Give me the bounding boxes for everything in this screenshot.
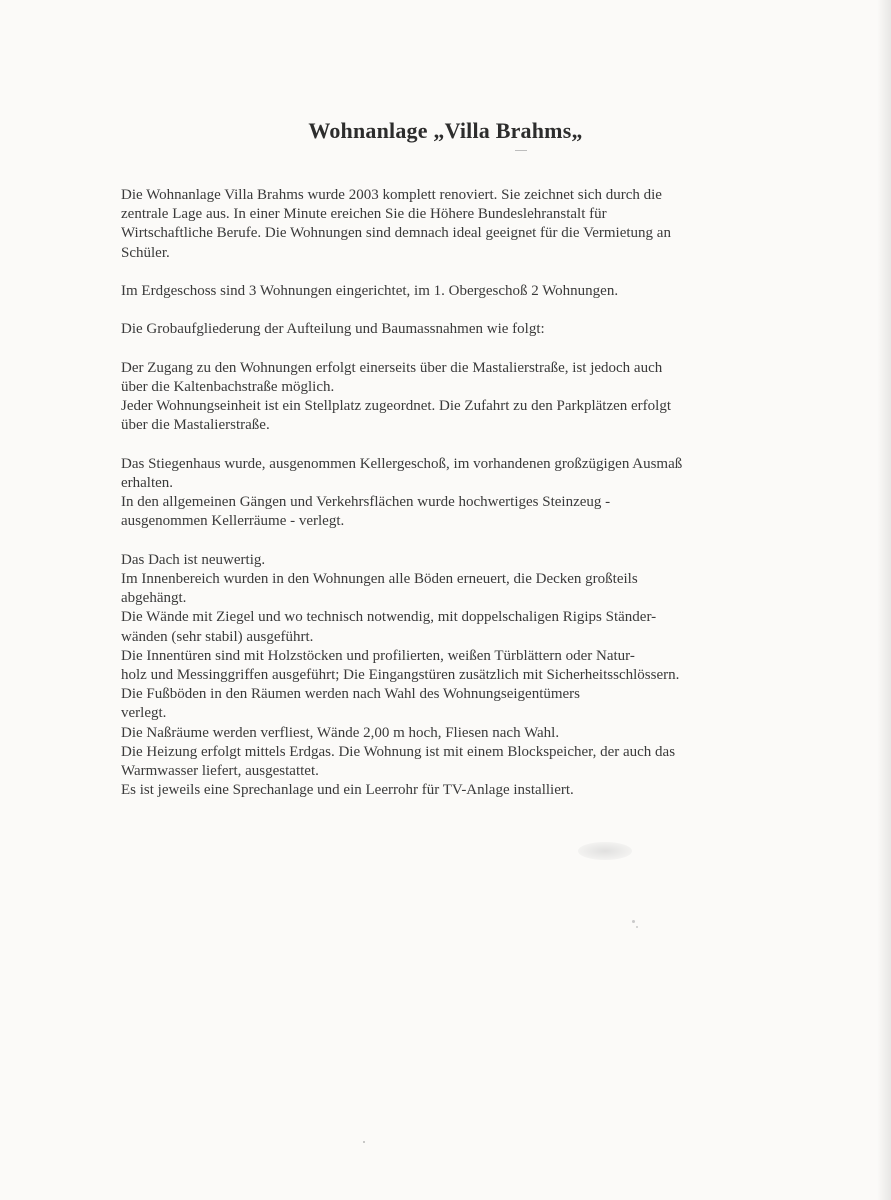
text-line: über die Kaltenbachstraße möglich. xyxy=(121,378,335,395)
text-line: holz und Messinggriffen ausgeführt; Die Eingangstüren zusätzlich mit Sicherheitsschlössern. xyxy=(121,667,680,683)
text-line: über die Mastalierstraße. xyxy=(121,417,270,434)
text-line: wänden (sehr stabil) ausgeführt. xyxy=(121,628,314,645)
paragraph-gap xyxy=(121,532,761,551)
text-line: Warmwasser liefert, ausgestattet. xyxy=(121,763,319,780)
text-line: zentrale Lage aus. In einer Minute ereichen Sie die Höhere Bundeslehranstalt für xyxy=(121,206,607,223)
text-line: Es ist jeweils eine Sprechanlage und ein Leerrohr für TV-Anlage installiert. xyxy=(121,782,574,799)
text-line: ausgenommen Kellerräume - verlegt. xyxy=(121,513,345,530)
text-line: Die Innentüren sind mit Holzstöcken und profilierten, weißen Türblättern oder Natur- xyxy=(121,647,635,664)
scan-speck xyxy=(636,926,638,928)
text-line: Das Dach ist neuwertig. xyxy=(121,551,266,568)
text-line: Die Wände mit Ziegel und wo technisch notwendig, mit doppelschaligen Rigips Ständer- xyxy=(121,609,657,626)
text-line: Jeder Wohnungseinheit ist ein Stellplatz zugeordnet. Die Zufahrt zu den Parkplätzen erfolgt xyxy=(121,398,672,415)
text-line: Die Grobaufgliederung der Aufteilung und Baumassnahmen wie folgt: xyxy=(121,321,545,338)
text-line: Wirtschaftliche Berufe. Die Wohnungen sind demnach ideal geeignet für die Vermietung an xyxy=(121,225,671,242)
text-line: Das Stiegenhaus wurde, ausgenommen Kellergeschoß, im vorhandenen großzügigen Ausmaß xyxy=(121,455,683,472)
title-mark xyxy=(515,150,527,151)
text-line: In den allgemeinen Gängen und Verkehrsflächen wurde hochwertiges Steinzeug - xyxy=(121,494,611,511)
paragraph-gap xyxy=(121,436,761,455)
text-line: Schüler. xyxy=(121,244,170,261)
text-line: Im Innenbereich wurden in den Wohnungen alle Böden erneuert, die Decken großteils xyxy=(121,570,638,587)
paragraph-gap xyxy=(121,263,761,282)
text-line: Die Naßräume werden verfliest, Wände 2,00 m hoch, Fliesen nach Wahl. xyxy=(121,724,560,741)
text-line: Im Erdgeschoss sind 3 Wohnungen eingerichtet, im 1. Obergeschoß 2 Wohnungen. xyxy=(121,283,619,299)
text-line: erhalten. xyxy=(121,474,174,491)
page-edge-shadow xyxy=(877,0,891,1200)
scan-smudge xyxy=(578,842,632,860)
text-line: Die Fußböden in den Räumen werden nach Wahl des Wohnungseigentümers xyxy=(121,686,581,703)
scan-speck xyxy=(632,920,635,923)
paragraph-gap xyxy=(121,340,761,359)
text-line: Die Wohnanlage Villa Brahms wurde 2003 komplett renoviert. Sie zeichnet sich durch die xyxy=(121,187,662,203)
document-title: Wohnanlage „Villa Brahms„ xyxy=(308,118,583,143)
paragraph-gap xyxy=(121,301,761,320)
text-line: abgehängt. xyxy=(121,590,187,607)
document-body xyxy=(121,186,761,800)
text-line: Die Heizung erfolgt mittels Erdgas. Die Wohnung ist mit einem Blockspeicher, der auch das xyxy=(121,743,676,760)
scan-speck xyxy=(363,1141,365,1143)
text-line: verlegt. xyxy=(121,705,167,722)
text-line: Der Zugang zu den Wohnungen erfolgt einerseits über die Mastalierstraße, ist jedoch auch xyxy=(121,359,663,376)
